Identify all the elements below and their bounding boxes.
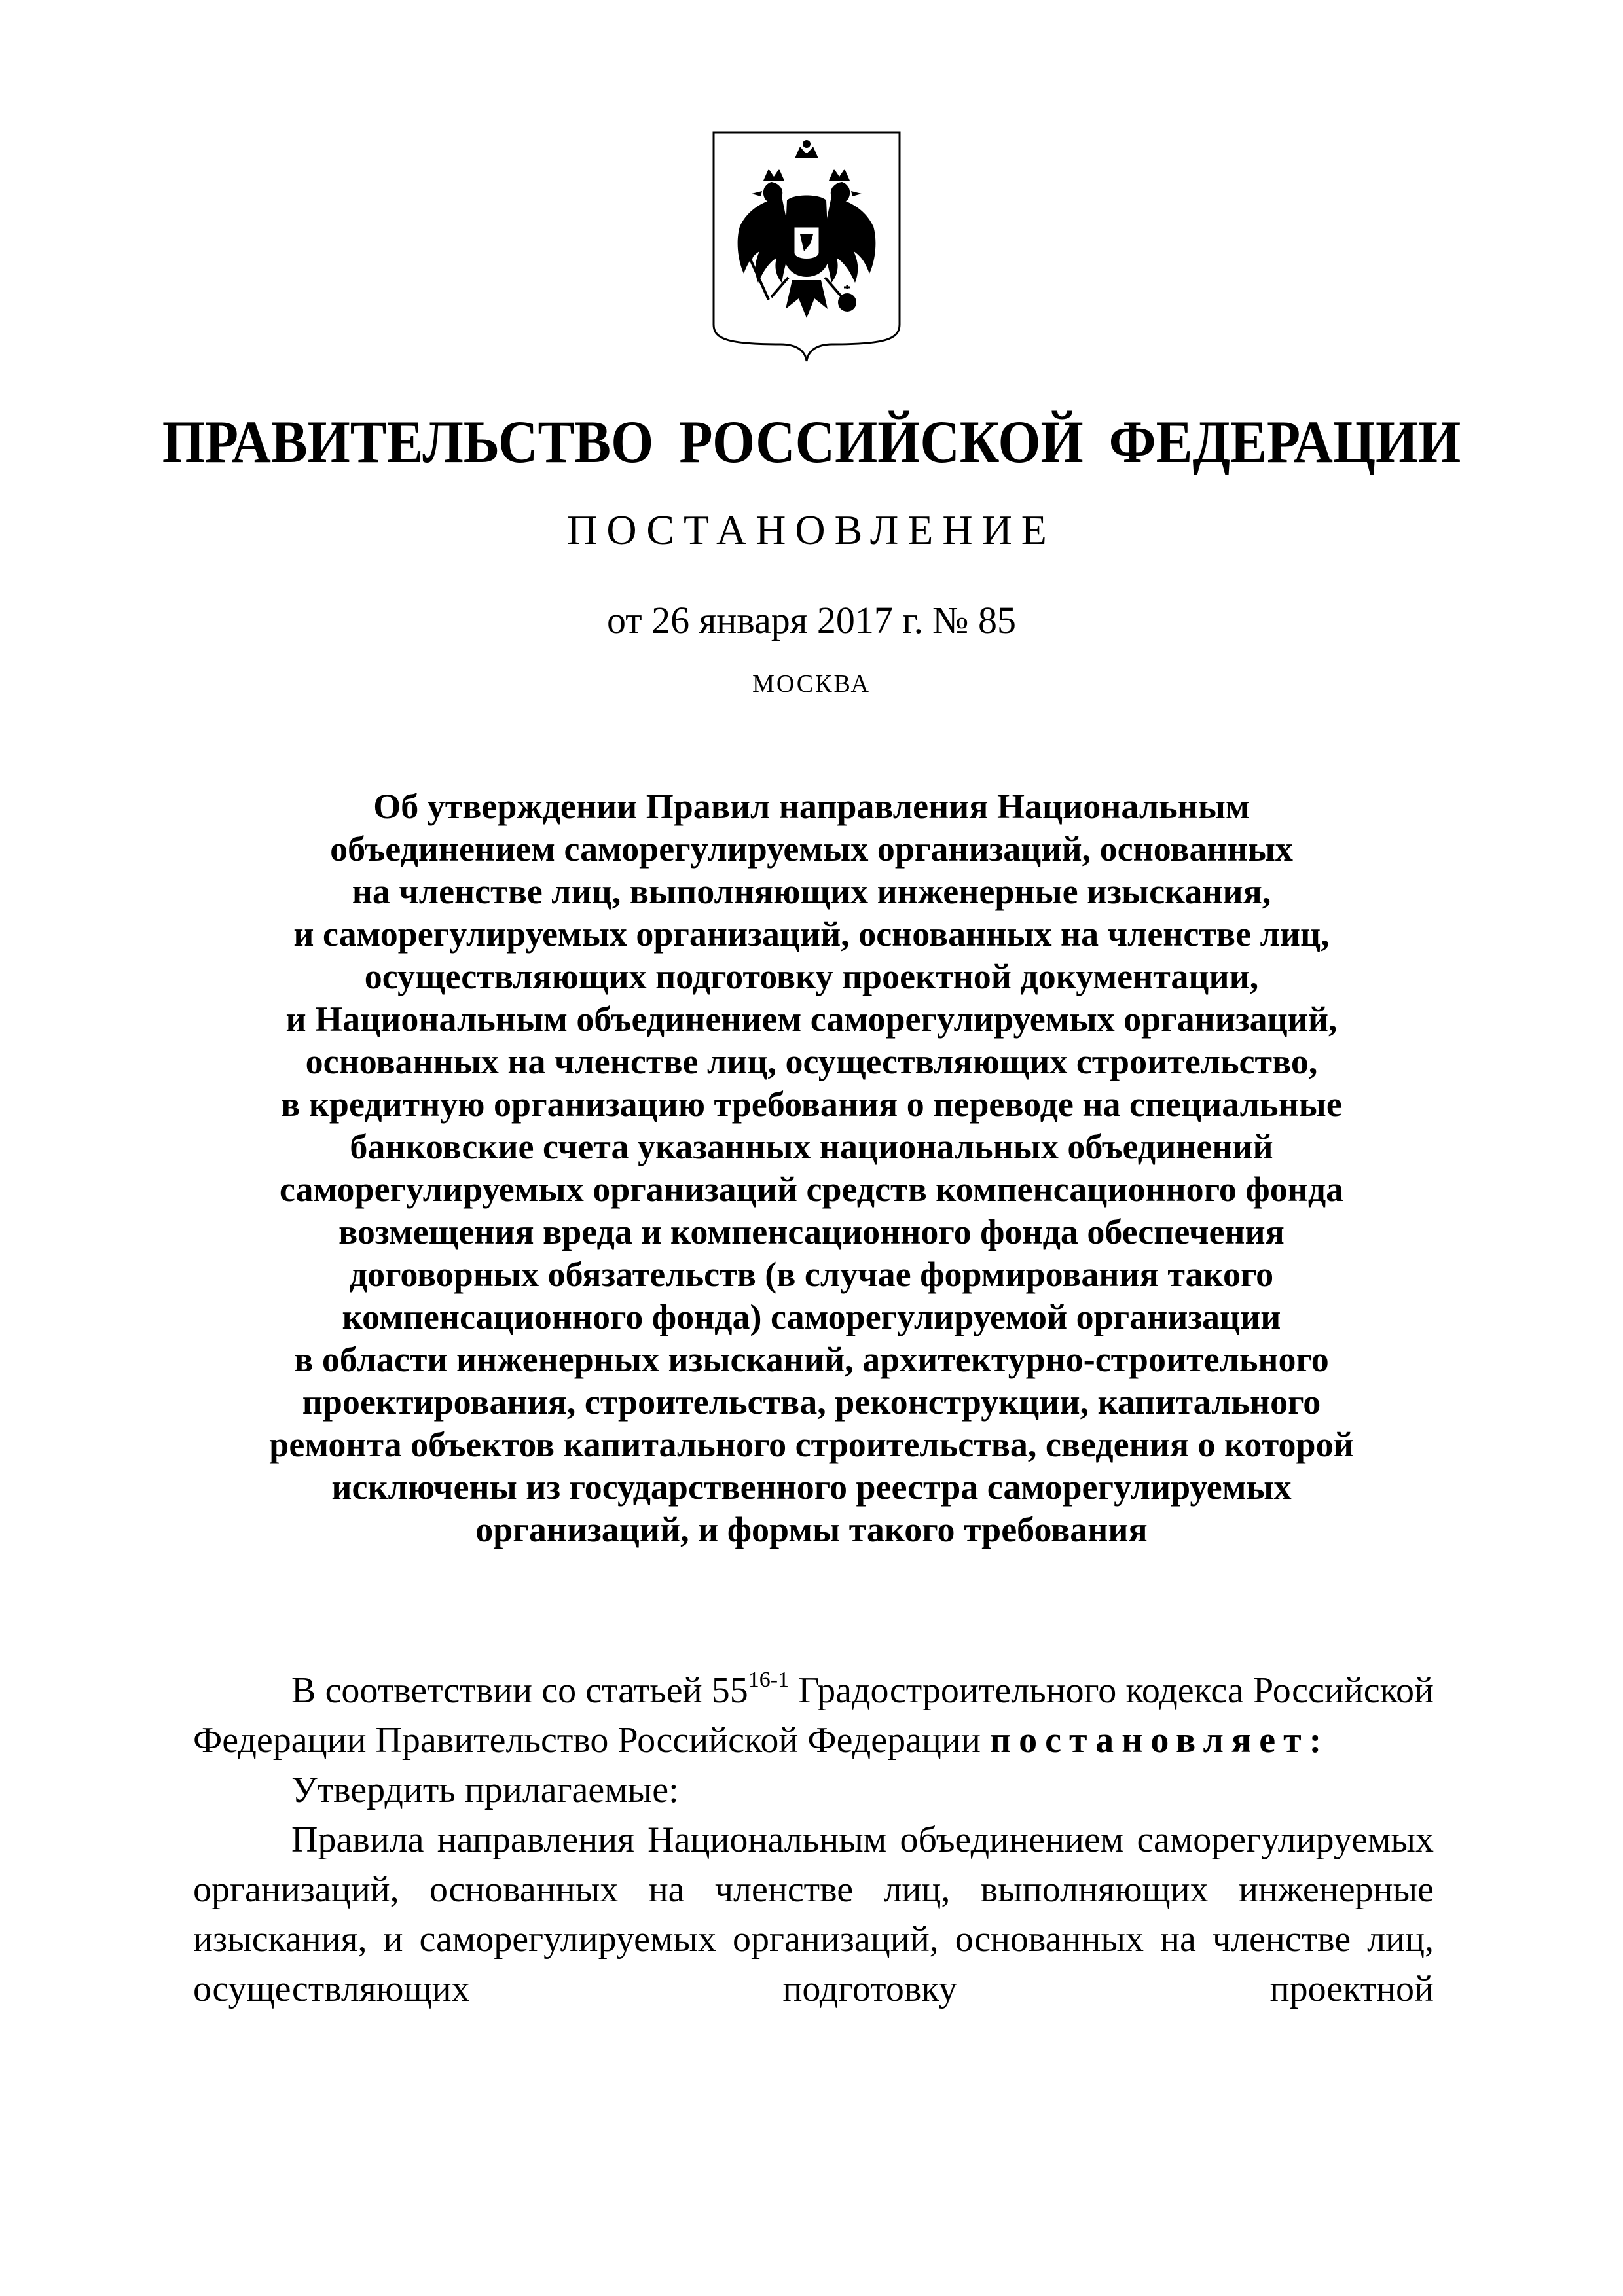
rules-paragraph: Правила направления Национальным объединением саморегулируемых организаций, основанных на членстве лиц, выполняющих инженерные изыскания, и саморегулируемых организаций, основанных на членстве лиц, осуществляющих подготовку проектной — [193, 1820, 1434, 2009]
subject-line: компенсационного фонда) саморегулируемой организации — [342, 1297, 1281, 1336]
subject-line: в области инженерных изысканий, архитектурно-строительного — [294, 1340, 1329, 1379]
subject-line: банковские счета указанных национальных объединений — [350, 1127, 1273, 1166]
subject-line: организаций, и формы такого требования — [475, 1510, 1148, 1549]
preamble-text-start: В соответствии со статьей 55 — [291, 1670, 748, 1711]
subject-line: саморегулируемых организаций средств компенсационного фонда — [279, 1170, 1344, 1209]
article-superscript: 16-1 — [748, 1668, 790, 1693]
subject-line: осуществляющих подготовку проектной документации, — [364, 957, 1259, 996]
subject-line: договорных обязательств (в случае формирования такого — [349, 1255, 1274, 1294]
preamble-paragraph — [193, 1666, 1434, 1765]
approve-paragraph: Утвердить прилагаемые: — [291, 1770, 679, 1810]
document-subject — [131, 785, 1492, 1551]
subject-line: возмещения вреда и компенсационного фонда обеспечения — [338, 1212, 1285, 1251]
subject-line: проектирования, строительства, реконструкции, капитального — [302, 1382, 1321, 1422]
subject-line: Об утверждении Правил направления Национальным — [373, 787, 1250, 826]
subject-line: основанных на членстве лиц, осуществляющих строительство, — [305, 1042, 1318, 1081]
subject-line: исключены из государственного реестра саморегулируемых — [331, 1467, 1292, 1507]
subject-line: и саморегулируемых организаций, основанных на членстве лиц, — [293, 914, 1330, 954]
document-type: ПОСТАНОВЛЕНИЕ — [567, 507, 1056, 553]
document-date-number — [0, 597, 1623, 644]
decree-word: постановляет: — [989, 1720, 1330, 1761]
document-date: от 26 января 2017 г. — [607, 599, 924, 641]
subject-line: объединением саморегулируемых организаций, основанных — [330, 829, 1293, 869]
subject-line: ремонта объектов капитального строительства, сведения о которой — [269, 1425, 1354, 1464]
document-city: МОСКВА — [752, 670, 871, 698]
subject-line: в кредитную организацию требования о переводе на специальные — [281, 1085, 1342, 1124]
document-number: 85 — [977, 599, 1016, 641]
coat-of-arms-icon — [708, 128, 905, 364]
subject-line: и Национальным объединением саморегулируемых организаций, — [285, 999, 1338, 1039]
number-label: № — [932, 599, 969, 641]
preamble-text-end: Градостроительного кодекса Российской Федерации Правительство Российской Федерации — [193, 1670, 1434, 1761]
subject-line: на членстве лиц, выполняющих инженерные изыскания, — [352, 872, 1271, 911]
document-body — [193, 1666, 1434, 2014]
government-title: ПРАВИТЕЛЬСТВО РОССИЙСКОЙ ФЕДЕРАЦИИ — [162, 408, 1461, 475]
